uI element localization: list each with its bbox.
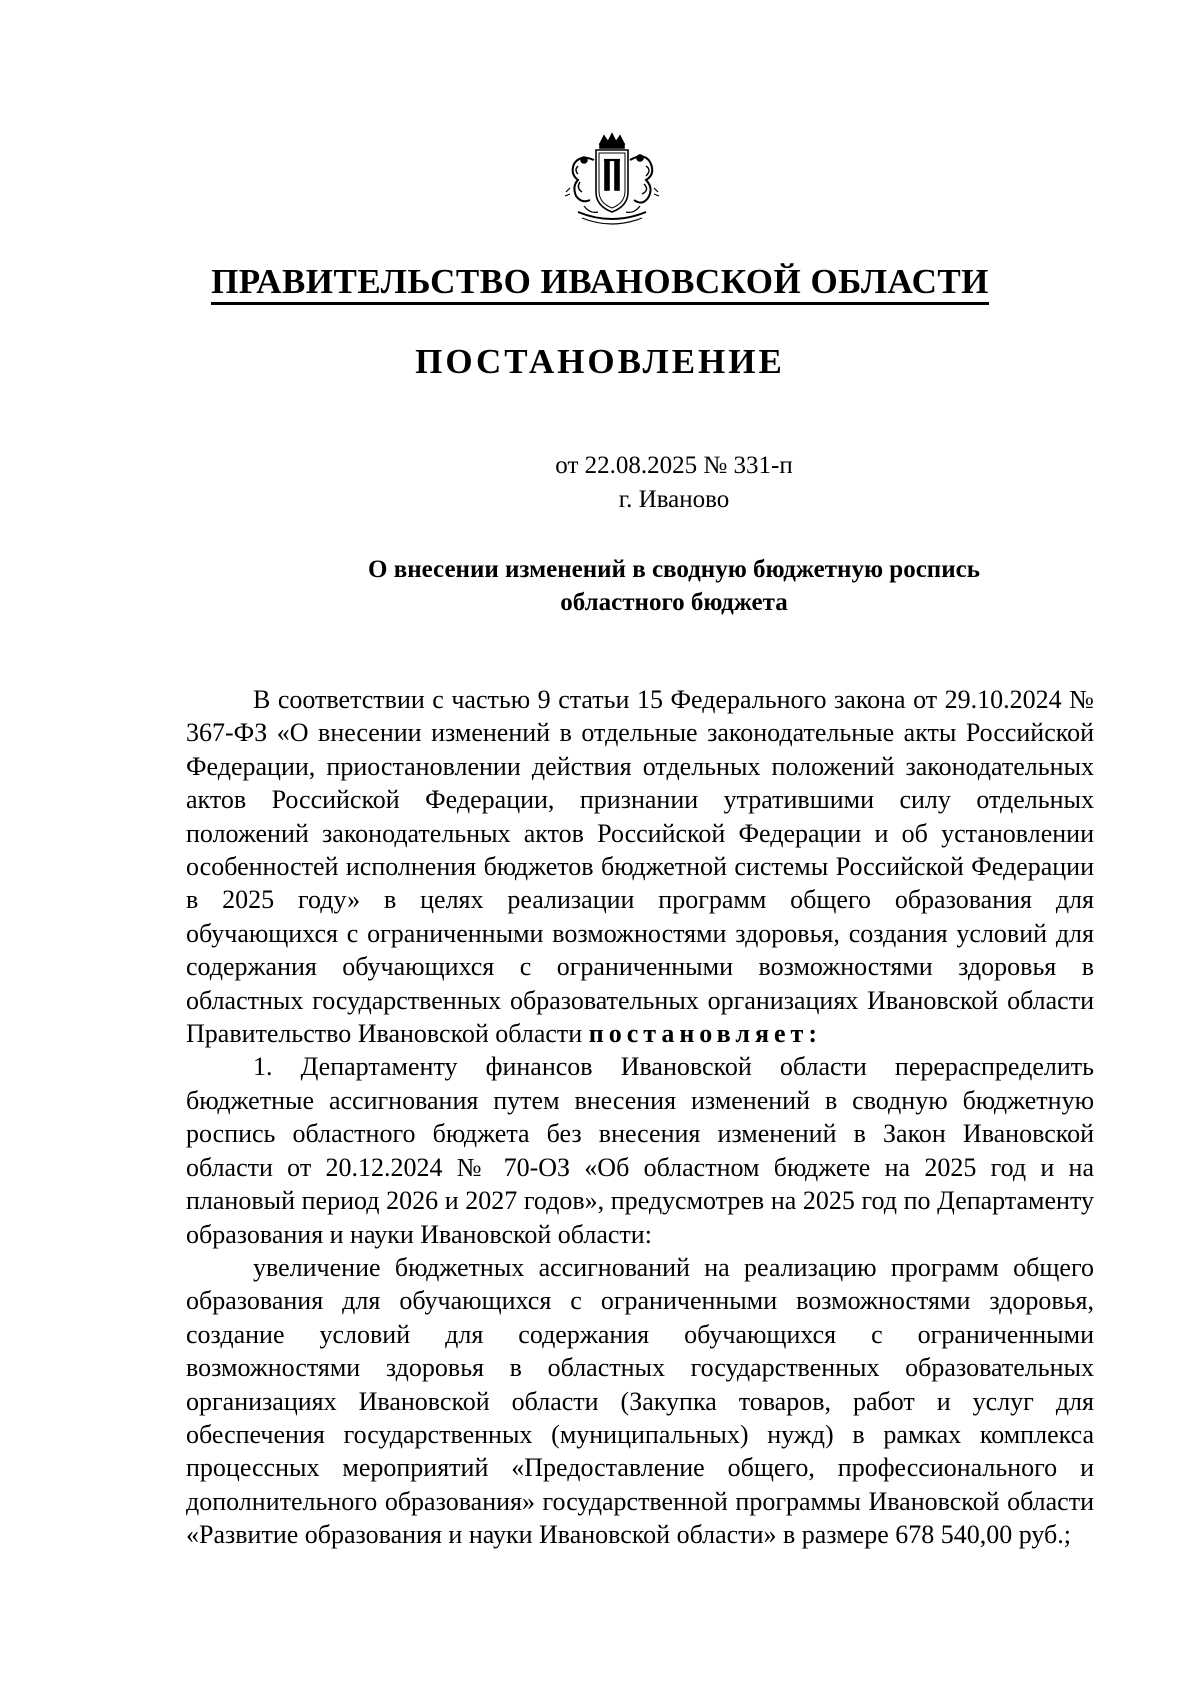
city: г. Иваново [618,486,730,513]
document-body [186,683,1094,1552]
document-meta [0,449,1200,517]
coat-of-arms-icon [560,130,664,234]
document-type: ПОСТАНОВЛЕНИЕ [415,342,785,381]
paragraph-1: 1. Департаменту финансов Ивановской области перераспределить бюджетные ассигнования путем внесения изменений в сводную бюджетную роспись областного бюджета без внесения изменений в Закон Ивановской области от 20.12.2024 № 70-ОЗ «Об областном бюджете на 2025 год и на плановый период 2026 и 2027 годов», предусмотрев на 2025 год по Департаменту образования и науки Ивановской области: [186,1052,1094,1249]
resolve-word: постановляет [588,1019,809,1049]
subject-line-2: областного бюджета [560,589,788,616]
org-title-text: ПРАВИТЕЛЬСТВО ИВАНОВСКОЙ ОБЛАСТИ [211,262,989,305]
paragraph-2: увеличение бюджетных ассигнований на реализацию программ общего образования для обучающихся с ограниченными возможностями здоровья, создание условий для содержания обучающихся с ограниченными возможностями здоровья в областных государственных образовательных организациях Ивановской области (Закупка товаров, работ и услуг для обеспечения государственных (муниципальных) нужд) в рамках комплекса процессных мероприятий «Предоставление общего, профессионального и дополнительного образования» государственной программы Ивановской области «Развитие образования и науки Ивановской области» в размере 678 540,00 руб.; [186,1252,1094,1550]
paragraph-preamble [186,683,1094,1050]
date-number: от 22.08.2025 № 331-п [555,452,793,479]
preamble-text: В соответствии с частью 9 статьи 15 Федерального закона от 29.10.2024 № 367-ФЗ «О внесении изменений в отдельные законодательные акты Российской Федерации, приостановлении действия отдельных положений законодательных актов Российской Федерации, признании утратившими силу отдельных положений законодательных актов Российской Федерации и об установлении особенностей исполнения бюджетов бюджетной системы Российской Федерации в 2025 году» в целях реализации программ общего образования для обучающихся с ограниченными возможностями здоровья, создания условий для содержания обучающихся с ограниченными возможностями здоровья в областных государственных образовательных организациях Ивановской области Правительство Ивановской области [186,685,1094,1049]
org-title [0,262,1200,302]
resolve-colon: : [808,1019,822,1049]
subject-line-1: О внесении изменений в сводную бюджетную роспись [368,556,980,583]
document-subject [0,553,1200,619]
